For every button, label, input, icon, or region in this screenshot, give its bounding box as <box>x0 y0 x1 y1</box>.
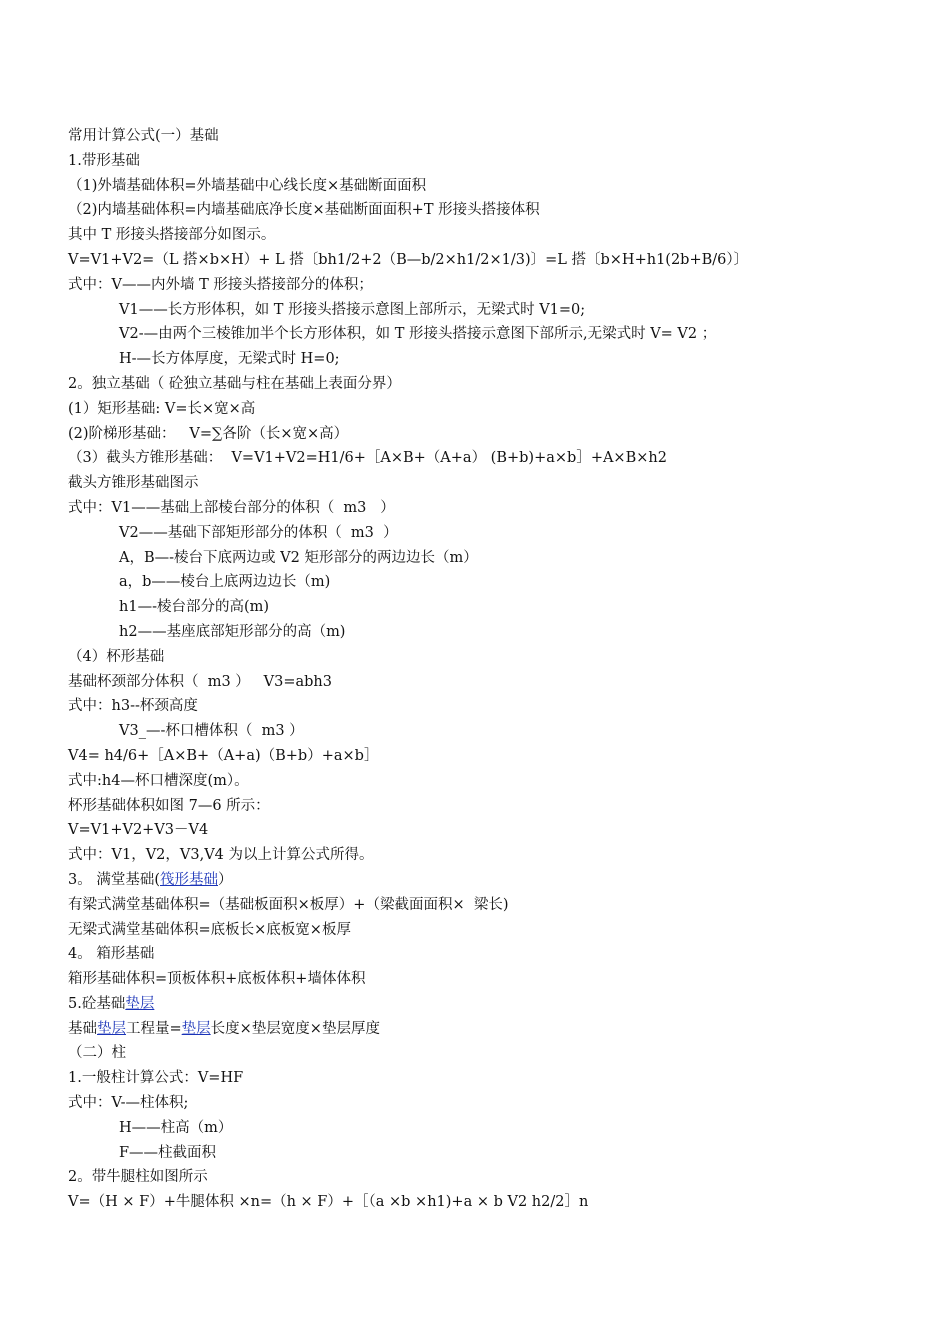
paragraph-text: 工程量= <box>126 1020 182 1037</box>
formula-legend: h1—-棱台部分的高(m) <box>119 599 270 616</box>
cushion-layer-link[interactable]: 垫层 <box>125 995 155 1012</box>
paragraph: (2)阶梯形基础： V=∑各阶（长×宽×高） <box>68 425 349 442</box>
section-heading <box>68 868 928 893</box>
formula-legend: 式中：V——内外墙 T 形接头搭接部分的体积； <box>68 276 373 293</box>
formula-legend: V2——基础下部矩形部分的体积（ m3 ） <box>119 524 398 541</box>
paragraph: 截头方锥形基础图示 <box>68 475 199 492</box>
formula-legend: V3_—-杯口槽体积（ m3 ） <box>119 723 304 740</box>
paragraph-text: 基础 <box>68 1020 97 1037</box>
formula-legend: h2——基座底部矩形部分的高（m) <box>119 623 346 640</box>
section-heading: 2。独立基础（ 砼独立基础与柱在基础上表面分界） <box>68 375 401 392</box>
formula-legend: V2-—由两个三棱锥加半个长方形体积，如 T 形接头搭接示意图下部所示,无梁式时 V= V2 ； <box>119 326 717 343</box>
cushion-layer-link[interactable]: 垫层 <box>181 1020 211 1037</box>
formula: V=（H × F）+牛腿体积 ×n=（h × F）+［（a ×b ×h1)+a × b V2 h2/2］n <box>68 1194 589 1211</box>
paragraph: 杯形基础体积如图 7—6 所示： <box>68 797 270 814</box>
formula-legend: 式中：V1——基础上部棱台部分的体积（ m3 ） <box>68 499 395 516</box>
paragraph: 2。带牛腿柱如图所示 <box>68 1169 208 1186</box>
formula-legend: A，B—-棱台下底两边或 V2 矩形部分的两边边长（m） <box>119 549 478 566</box>
heading-text: 3。 满堂基础( <box>68 871 160 888</box>
section-heading: （二）柱 <box>68 1045 126 1062</box>
paragraph-text: 长度×垫层宽度×垫层厚度 <box>210 1020 380 1037</box>
paragraph: 有梁式满堂基础体积=（基础板面积×板厚）+（梁截面面积× 梁长) <box>68 896 509 913</box>
formula: V=V1+V2=（L 搭×b×H）+ L 搭〔bh1/2+2（B—b/2×h1/2×1/3)〕=L 搭〔b×H+h1(2b+B/6）〕 <box>68 251 749 268</box>
paragraph: （3）截头方锥形基础： V=V1+V2=H1/6+［A×B+（A+a） (B+b)+a×b］+A×B×h2 <box>68 450 667 467</box>
formula-legend: 式中：V1，V2，V3,V4 为以上计算公式所得。 <box>68 847 374 864</box>
paragraph: （1)外墙基础体积=外墙基础中心线长度×基础断面面积 <box>68 177 427 194</box>
formula-legend: H——柱高（m） <box>119 1119 233 1136</box>
paragraph: 箱形基础体积=顶板体积+底板体积+墙体体积 <box>68 971 366 988</box>
document-title: 常用计算公式(一）基础 <box>68 128 219 144</box>
paragraph: 基础杯颈部分体积（ m3 ） V3=abh3 <box>68 673 332 690</box>
document-body <box>68 124 928 1215</box>
formula-legend: 式中:h4—杯口槽深度(m）。 <box>68 772 249 789</box>
paragraph: (1）矩形基础: V=长×宽×高 <box>68 400 256 417</box>
formula-legend: F——柱截面积 <box>119 1144 217 1161</box>
formula-legend: 式中：h3--杯颈高度 <box>68 698 198 715</box>
formula-legend: V1——长方形体积，如 T 形接头搭接示意图上部所示，无梁式时 V1=0; <box>119 301 586 318</box>
formula-legend: 式中：V-—柱体积; <box>68 1095 189 1112</box>
heading-text: 5.砼基础 <box>68 995 126 1012</box>
paragraph: 无梁式满堂基础体积=底板长×底板宽×板厚 <box>68 921 351 938</box>
paragraph: （2)内墙基础体积=内墙基础底净长度×基础断面面积+T 形接头搭接体积 <box>68 202 540 219</box>
paragraph <box>68 1017 928 1042</box>
formula: V4= h4/6+［A×B+（A+a)（B+b）+a×b］ <box>68 747 379 764</box>
section-heading <box>68 992 928 1017</box>
formula-legend: H-—长方体厚度，无梁式时 H=0; <box>119 351 340 368</box>
cushion-layer-link[interactable]: 垫层 <box>97 1020 126 1037</box>
paragraph: 1.一般柱计算公式：V=HF <box>68 1070 244 1087</box>
formula: V=V1+V2+V3－V4 <box>68 822 209 839</box>
formula-legend: a，b——棱台上底两边边长（m) <box>119 574 331 591</box>
paragraph: （4）杯形基础 <box>68 648 165 665</box>
heading-text: ） <box>218 871 233 888</box>
section-heading: 1.带形基础 <box>68 152 140 169</box>
raft-foundation-link[interactable]: 筏形基础 <box>160 871 218 888</box>
paragraph: 其中 T 形接头搭接部分如图示。 <box>68 227 276 244</box>
section-heading: 4。 箱形基础 <box>68 946 155 963</box>
